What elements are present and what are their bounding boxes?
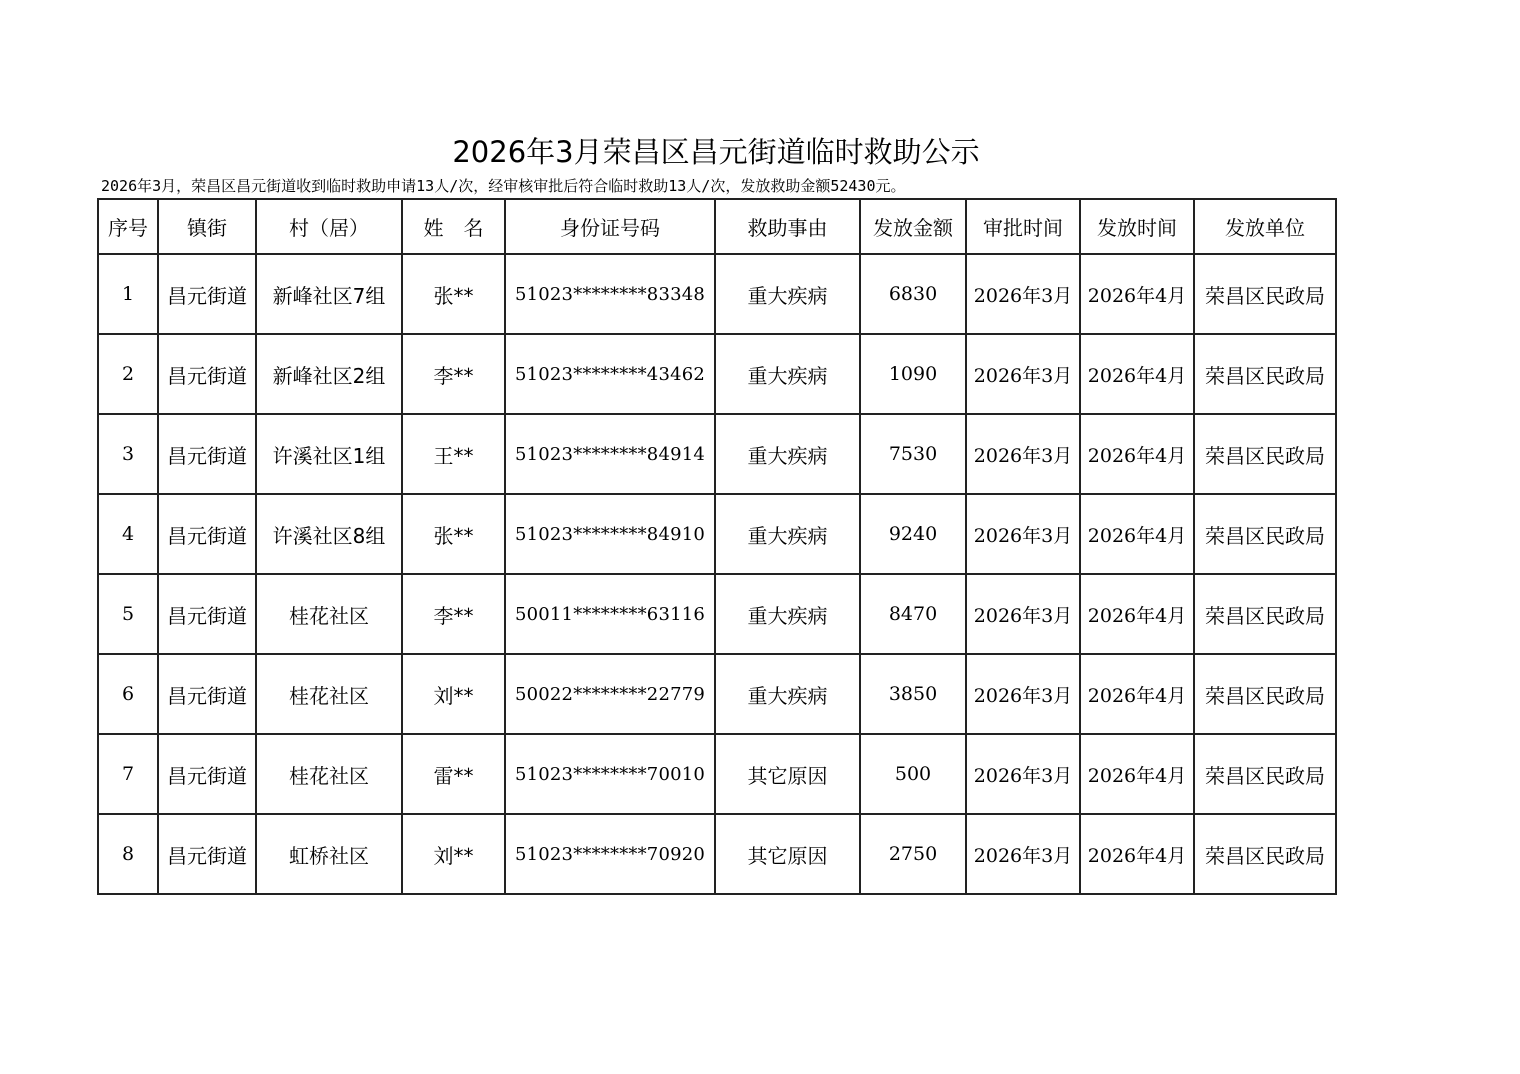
- cell-id: 51023********70010: [505, 734, 715, 814]
- table-row: [98, 654, 1336, 734]
- cell-issued: 2026年4月: [1080, 334, 1194, 414]
- cell-name: 李**: [402, 574, 505, 654]
- cell-street: 昌元街道: [158, 254, 256, 334]
- cell-no: 6: [98, 654, 158, 734]
- cell-street: 昌元街道: [158, 734, 256, 814]
- table-body: [98, 254, 1336, 894]
- cell-no: 2: [98, 334, 158, 414]
- cell-street: 昌元街道: [158, 574, 256, 654]
- header-issued: 发放时间: [1080, 199, 1194, 254]
- cell-amount: 2750: [860, 814, 966, 894]
- table-row: [98, 494, 1336, 574]
- cell-amount: 6830: [860, 254, 966, 334]
- cell-name: 雷**: [402, 734, 505, 814]
- cell-approved: 2026年3月: [966, 254, 1080, 334]
- cell-unit: 荣昌区民政局: [1194, 414, 1336, 494]
- cell-village: 新峰社区2组: [256, 334, 402, 414]
- cell-reason: 重大疾病: [715, 494, 860, 574]
- header-street: 镇街: [158, 199, 256, 254]
- cell-street: 昌元街道: [158, 414, 256, 494]
- cell-unit: 荣昌区民政局: [1194, 254, 1336, 334]
- cell-issued: 2026年4月: [1080, 814, 1194, 894]
- cell-amount: 500: [860, 734, 966, 814]
- cell-street: 昌元街道: [158, 334, 256, 414]
- header-approved: 审批时间: [966, 199, 1080, 254]
- cell-approved: 2026年3月: [966, 654, 1080, 734]
- cell-amount: 7530: [860, 414, 966, 494]
- cell-issued: 2026年4月: [1080, 414, 1194, 494]
- cell-no: 4: [98, 494, 158, 574]
- cell-village: 桂花社区: [256, 574, 402, 654]
- table-row: [98, 734, 1336, 814]
- cell-name: 刘**: [402, 654, 505, 734]
- header-no: 序号: [98, 199, 158, 254]
- cell-street: 昌元街道: [158, 814, 256, 894]
- cell-issued: 2026年4月: [1080, 734, 1194, 814]
- table-row: [98, 414, 1336, 494]
- page-title: 2026年3月荣昌区昌元街道临时救助公示: [452, 135, 980, 169]
- cell-amount: 9240: [860, 494, 966, 574]
- cell-village: 桂花社区: [256, 654, 402, 734]
- cell-amount: 1090: [860, 334, 966, 414]
- cell-approved: 2026年3月: [966, 494, 1080, 574]
- cell-unit: 荣昌区民政局: [1194, 334, 1336, 414]
- cell-street: 昌元街道: [158, 654, 256, 734]
- cell-unit: 荣昌区民政局: [1194, 734, 1336, 814]
- cell-issued: 2026年4月: [1080, 254, 1194, 334]
- cell-unit: 荣昌区民政局: [1194, 494, 1336, 574]
- header-reason: 救助事由: [715, 199, 860, 254]
- cell-reason: 重大疾病: [715, 654, 860, 734]
- cell-no: 1: [98, 254, 158, 334]
- cell-unit: 荣昌区民政局: [1194, 654, 1336, 734]
- cell-approved: 2026年3月: [966, 334, 1080, 414]
- cell-name: 张**: [402, 494, 505, 574]
- cell-name: 李**: [402, 334, 505, 414]
- cell-street: 昌元街道: [158, 494, 256, 574]
- cell-issued: 2026年4月: [1080, 494, 1194, 574]
- cell-id: 50022********22779: [505, 654, 715, 734]
- cell-approved: 2026年3月: [966, 574, 1080, 654]
- summary-text: 2026年3月，荣昌区昌元街道收到临时救助申请13人/次，经审核审批后符合临时救助13人/次，发放救助金额52430元。: [101, 177, 906, 195]
- cell-approved: 2026年3月: [966, 814, 1080, 894]
- cell-reason: 重大疾病: [715, 414, 860, 494]
- cell-name: 刘**: [402, 814, 505, 894]
- cell-approved: 2026年3月: [966, 734, 1080, 814]
- cell-no: 7: [98, 734, 158, 814]
- cell-id: 51023********84910: [505, 494, 715, 574]
- header-amount: 发放金额: [860, 199, 966, 254]
- cell-id: 51023********84914: [505, 414, 715, 494]
- table-row: [98, 334, 1336, 414]
- cell-id: 51023********43462: [505, 334, 715, 414]
- header-village: 村（居）: [256, 199, 402, 254]
- cell-village: 许溪社区8组: [256, 494, 402, 574]
- cell-id: 51023********70920: [505, 814, 715, 894]
- cell-reason: 重大疾病: [715, 254, 860, 334]
- cell-approved: 2026年3月: [966, 414, 1080, 494]
- cell-village: 虹桥社区: [256, 814, 402, 894]
- cell-issued: 2026年4月: [1080, 654, 1194, 734]
- table-row: [98, 254, 1336, 334]
- header-id: 身份证号码: [505, 199, 715, 254]
- cell-issued: 2026年4月: [1080, 574, 1194, 654]
- header-name: 姓 名: [402, 199, 505, 254]
- cell-no: 8: [98, 814, 158, 894]
- cell-reason: 其它原因: [715, 814, 860, 894]
- cell-no: 3: [98, 414, 158, 494]
- cell-unit: 荣昌区民政局: [1194, 814, 1336, 894]
- table-row: [98, 574, 1336, 654]
- cell-village: 桂花社区: [256, 734, 402, 814]
- cell-reason: 重大疾病: [715, 574, 860, 654]
- cell-id: 50011********63116: [505, 574, 715, 654]
- header-row: [98, 199, 1336, 254]
- cell-amount: 8470: [860, 574, 966, 654]
- cell-unit: 荣昌区民政局: [1194, 574, 1336, 654]
- cell-id: 51023********83348: [505, 254, 715, 334]
- cell-village: 许溪社区1组: [256, 414, 402, 494]
- cell-name: 王**: [402, 414, 505, 494]
- cell-reason: 其它原因: [715, 734, 860, 814]
- relief-table: [97, 198, 1337, 895]
- cell-reason: 重大疾病: [715, 334, 860, 414]
- table-row: [98, 814, 1336, 894]
- cell-amount: 3850: [860, 654, 966, 734]
- cell-village: 新峰社区7组: [256, 254, 402, 334]
- cell-no: 5: [98, 574, 158, 654]
- header-unit: 发放单位: [1194, 199, 1336, 254]
- cell-name: 张**: [402, 254, 505, 334]
